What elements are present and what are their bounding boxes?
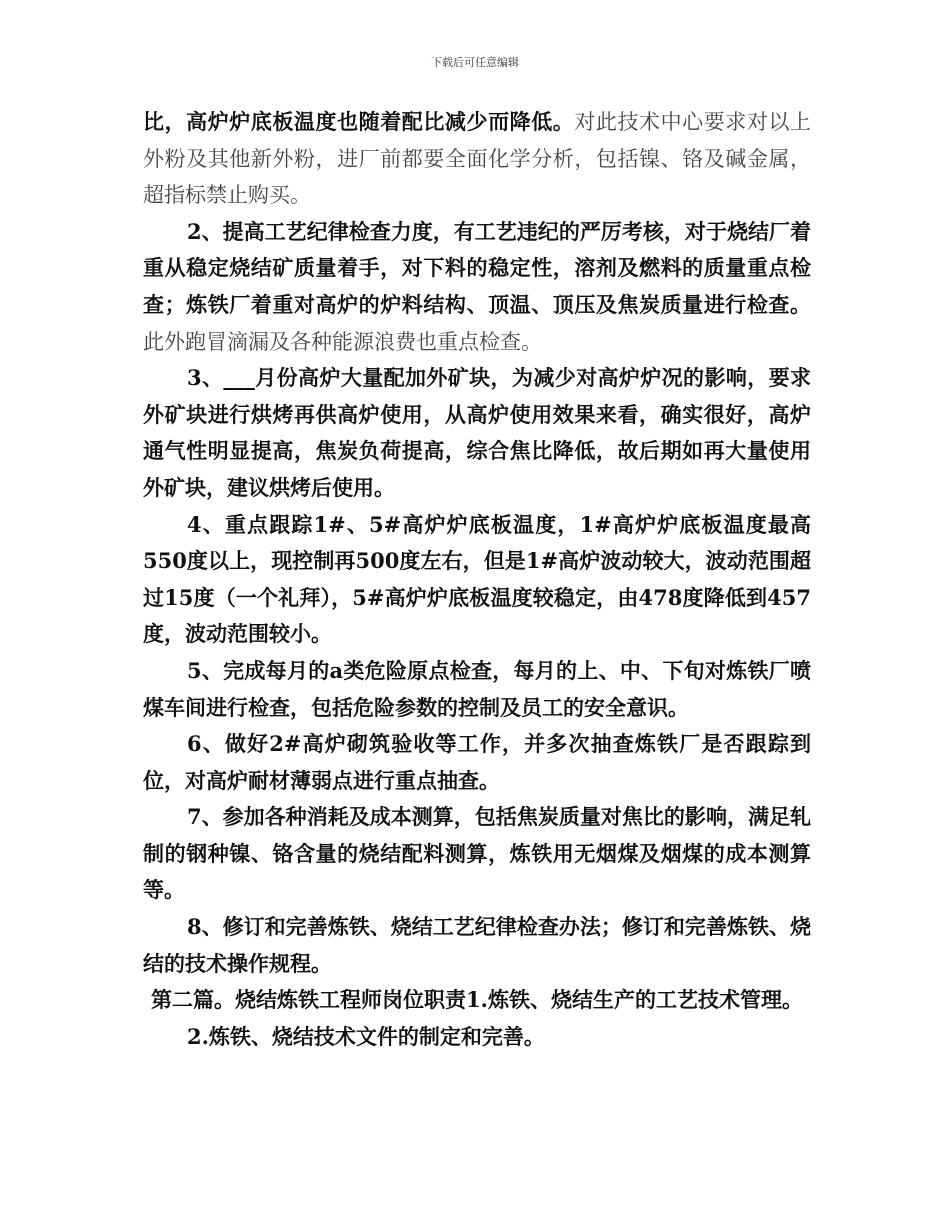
page-header: 下载后可任意编辑 — [431, 56, 519, 69]
section-title: 第二篇。烧结炼铁工程师岗位职责1.炼铁、烧结生产的工艺技术管理。 — [151, 987, 803, 1013]
paragraph-text-bold: 2、提高工艺纪律检查力度，有工艺违纪的严厉考核，对于烧结厂着重从稳定烧结矿质量着手，对下料的稳定性，溶剂及燃料的质量重点检查；炼铁厂着重对高炉的炉料结构、顶温、顶压及焦炭质量进行检查。 — [143, 218, 811, 317]
paragraph-continued — [143, 104, 811, 214]
paragraph-item-5: 5、完成每月的a类危险原点检查，每月的上、中、下旬对炼铁厂喷煤车间进行检查，包括危险参数的控制及员工的安全意识。 — [143, 657, 811, 720]
paragraph-item-4: 4、重点跟踪1#、5#高炉炉底板温度，1#高炉炉底板温度最高550度以上，现控制再500度左右，但是1#高炉波动较大，波动范围超过15度（一个礼拜），5#高炉炉底板温度较稳定，由478度降低到457度，波动范围较小。 — [143, 511, 811, 647]
paragraph-duty-2: 2.炼铁、烧结技术文件的制定和完善。 — [187, 1023, 545, 1049]
paragraph-item-7: 7、参加各种消耗及成本测算，包括焦炭质量对焦比的影响，满足轧制的钢种镍、铬含量的烧结配料测算，炼铁用无烟煤及烟煤的成本测算等。 — [143, 804, 811, 903]
paragraph-item-3: 3、___月份高炉大量配加外矿块，为减少对高炉炉况的影响，要求外矿块进行烘烤再供高炉使用，从高炉使用效果来看，确实很好，高炉通气性明显提高，焦炭负荷提高，综合焦比降低，故后期如再大量使用外矿块，建议烘烤后使用。 — [143, 365, 811, 500]
paragraph-item-6: 6、做好2#高炉砌筑验收等工作，并多次抽查炼铁厂是否跟踪到位，对高炉耐材薄弱点进行重点抽查。 — [143, 731, 811, 793]
document-body — [143, 104, 811, 1055]
paragraph-item-2 — [143, 214, 811, 360]
paragraph-text-bold: 比，高炉炉底板温度也随着配比减少而降低。 — [143, 109, 575, 134]
paragraph-item-8: 8、修订和完善炼铁、烧结工艺纪律检查办法；修订和完善炼铁、烧结的技术操作规程。 — [143, 914, 811, 976]
paragraph-text-light: 对此技术中心要求对以上外粉及其他新外粉，进厂前都要全面化学分析，包括镍、铬及碱金属，超指标禁止购买。 — [143, 110, 812, 208]
paragraph-text-light: 此外跑冒滴漏及各种能源浪费也重点检查。 — [143, 329, 542, 354]
